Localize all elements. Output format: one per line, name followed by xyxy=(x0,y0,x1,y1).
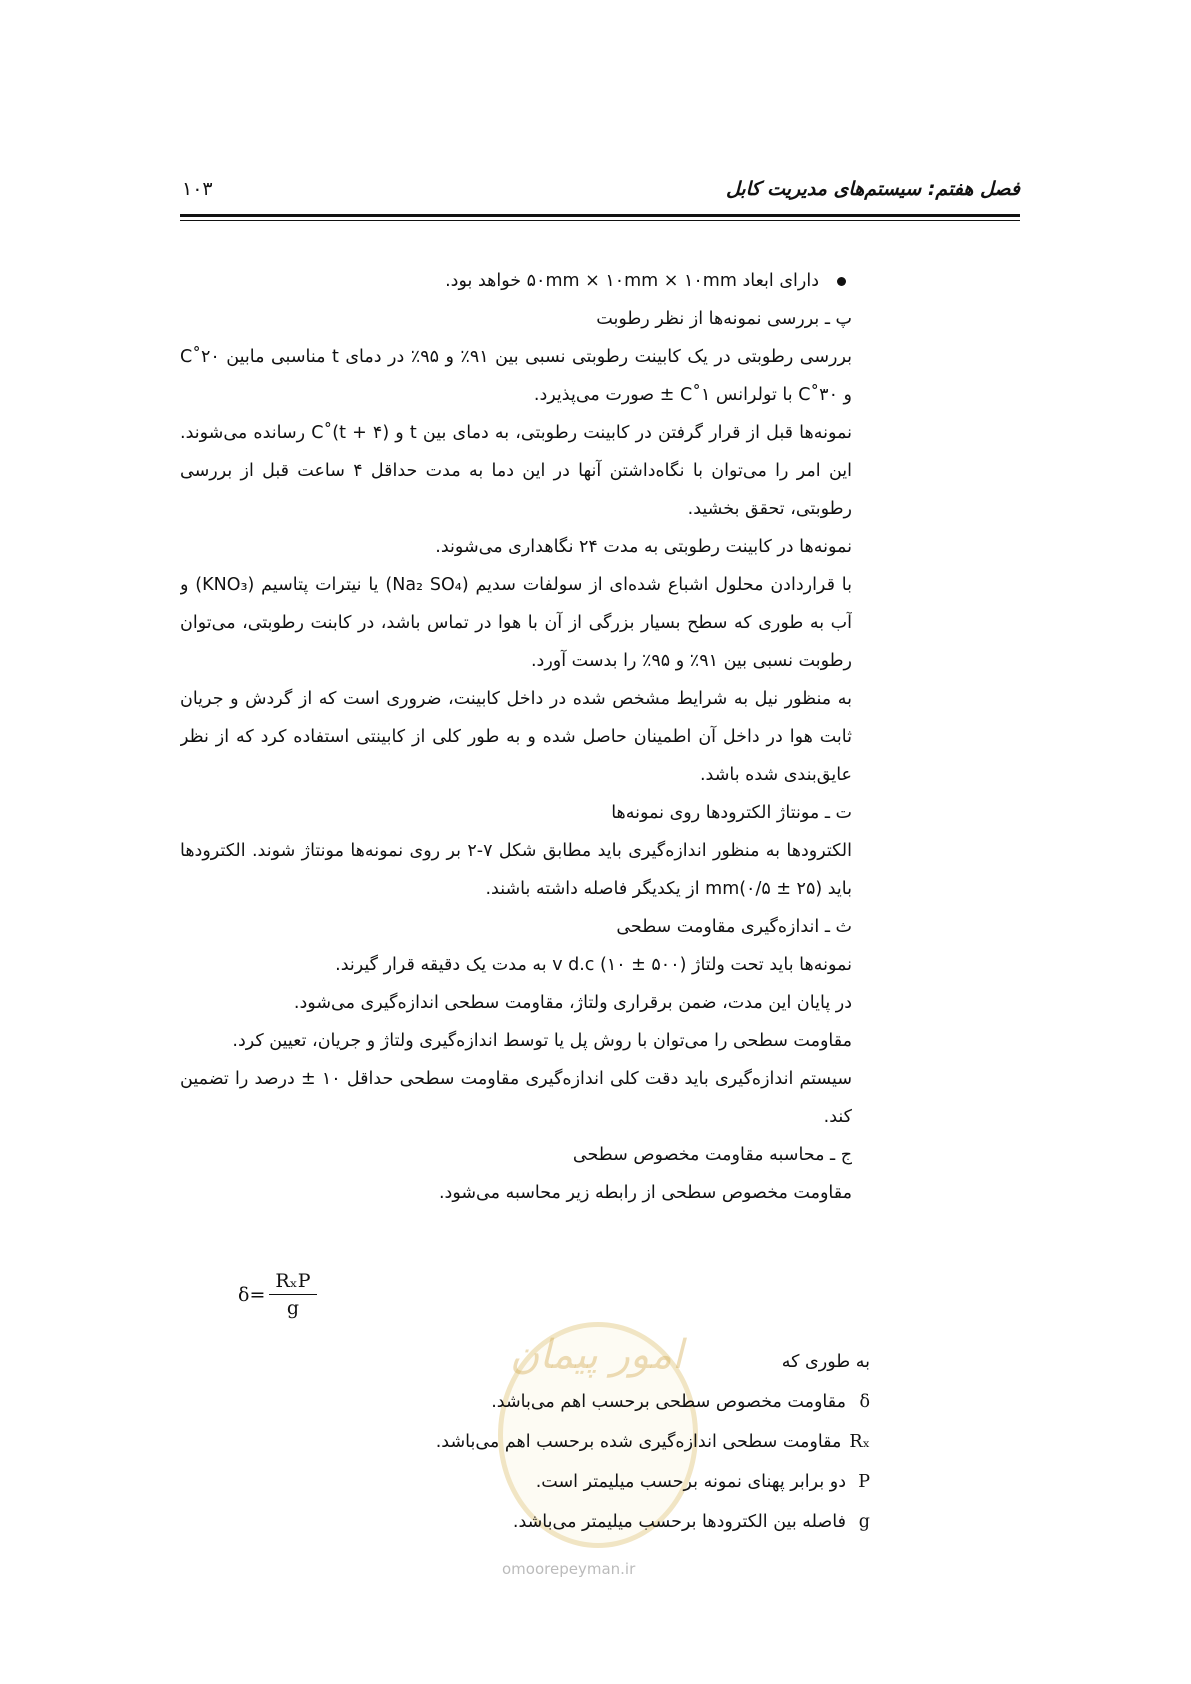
body-text xyxy=(180,262,852,1212)
definition-text: مقاومت سطحی اندازه‌گیری شده برحسب اهم می‌باشد. xyxy=(435,1432,842,1452)
header-rule-thin xyxy=(180,220,1020,221)
definition-text: مقاومت مخصوص سطحی برحسب اهم می‌باشد. xyxy=(491,1392,846,1412)
paragraph-line: بررسی رطوبتی در یک کابینت رطوبتی نسبی بین ۹۱٪ و ۹۵٪ در دمای t مناسبی مابین ۲۰˚C xyxy=(180,347,852,367)
paragraph-line: این امر را می‌توان با نگاه‌داشتن آنها در این دما به مدت حداقل ۴ ساعت قبل از بررسی xyxy=(180,461,852,481)
paragraph-line: مقاومت سطحی را می‌توان با روش پل یا توسط اندازه‌گیری ولتاژ و جریان، تعیین کرد. xyxy=(232,1031,852,1051)
paragraph-line: با قراردادن محلول اشباع شده‌ای از سولفات سدیم (Na₂ SO₄) یا نیترات پتاسیم (KNO₃) و xyxy=(180,575,852,595)
paragraph-line: نمونه‌ها قبل از قرار گرفتن در کابینت رطوبتی، به دمای بین t و (t + ۴)˚C رسانده می‌شوند. xyxy=(180,423,852,443)
resistivity-formula xyxy=(238,1270,317,1319)
page-number: ۱۰۳ xyxy=(182,178,213,200)
definition-text: دو برابر پهنای نمونه برحسب میلیمتر است. xyxy=(535,1472,846,1492)
paragraph-line: و ۳۰˚C با تولرانس ۱˚C ± صورت می‌پذیرد. xyxy=(533,385,852,405)
paragraph-line: ثابت هوا در داخل آن اطمینان حاصل شده و به طور کلی از کابینتی استفاده کرد که از نظر xyxy=(180,727,852,747)
page-header xyxy=(180,178,1020,212)
heading-humidity: پ ـ بررسی نمونه‌ها از نظر رطوبت xyxy=(596,309,852,329)
paragraph-line: سیستم اندازه‌گیری باید دقت کلی اندازه‌گیری مقاومت سطحی حداقل ۱۰ ± درصد را تضمین xyxy=(180,1069,852,1089)
definition-symbol: g xyxy=(858,1512,870,1532)
bullet-icon xyxy=(837,277,846,286)
formula-fraction xyxy=(269,1270,316,1319)
definition-symbol: Rₓ xyxy=(849,1432,870,1452)
paragraph-line: نمونه‌ها باید تحت ولتاژ v d.c (۱۰ ± ۵۰۰) به مدت یک دقیقه قرار گیرند. xyxy=(335,955,852,975)
heading-electrodes: ت ـ مونتاژ الکترودها روی نمونه‌ها xyxy=(611,803,852,823)
definition-item xyxy=(420,1502,870,1542)
formula-equals: = xyxy=(249,1283,266,1306)
paragraph-line: الکترودها به منظور اندازه‌گیری باید مطابق شکل ۷-۲ بر روی نمونه‌ها مونتاژ شوند. الکترودها xyxy=(180,841,852,861)
heading-surface-resistance: ث ـ اندازه‌گیری مقاومت سطحی xyxy=(616,917,852,937)
watermark-site: omoorepeyman.ir xyxy=(502,1560,636,1578)
definitions-intro: به طوری که xyxy=(781,1352,870,1372)
symbol-definitions xyxy=(420,1342,870,1542)
formula-denominator: g xyxy=(286,1297,300,1319)
formula-numerator: RₓP xyxy=(269,1270,316,1295)
definition-item xyxy=(420,1462,870,1502)
bullet-line: دارای ابعاد ۵۰mm × ۱۰mm × ۱۰mm خواهد بود. xyxy=(180,262,852,300)
header-rule-thick xyxy=(180,214,1020,217)
paragraph-line: به منظور نیل به شرایط مشخص شده در داخل کابینت، ضروری است که از گردش و جریان xyxy=(180,689,852,709)
paragraph-line: باید mm(۰/۵ ± ۲۵) از یکدیگر فاصله داشته باشند. xyxy=(485,879,852,899)
paragraph-line: رطوبتی، تحقق بخشید. xyxy=(687,499,852,519)
paragraph-line: در پایان این مدت، ضمن برقراری ولتاژ، مقاومت سطحی اندازه‌گیری می‌شود. xyxy=(293,993,852,1013)
paragraph-line: مقاومت مخصوص سطحی از رابطه زیر محاسبه می‌شود. xyxy=(438,1183,852,1203)
paragraph-line: نمونه‌ها در کابینت رطوبتی به مدت ۲۴ نگاهداری می‌شوند. xyxy=(435,537,852,557)
definition-symbol: P xyxy=(858,1472,870,1492)
paragraph-line: عایق‌بندی شده باشد. xyxy=(699,765,852,785)
definition-item xyxy=(420,1382,870,1422)
paragraph-line: آب به طوری که سطح بسیار بزرگی از آن با هوا در تماس باشد، در کابنت رطوبتی، می‌توان xyxy=(180,613,852,633)
definition-text: فاصله بین الکترودها برحسب میلیمتر می‌باشد. xyxy=(512,1512,846,1532)
heading-specific-resistance: ج ـ محاسبه مقاومت مخصوص سطحی xyxy=(572,1145,852,1165)
watermark-logo: امور پیمان xyxy=(510,1332,684,1378)
chapter-title: فصل هفتم: سیستم‌های مدیریت کابل xyxy=(725,178,1020,200)
formula-lhs: δ xyxy=(238,1283,250,1306)
definition-symbol: δ xyxy=(859,1392,870,1412)
paragraph-line: کند. xyxy=(823,1107,852,1127)
definition-item xyxy=(420,1422,870,1462)
paragraph-line: رطوبت نسبی بین ۹۱٪ و ۹۵٪ را بدست آورد. xyxy=(530,651,852,671)
